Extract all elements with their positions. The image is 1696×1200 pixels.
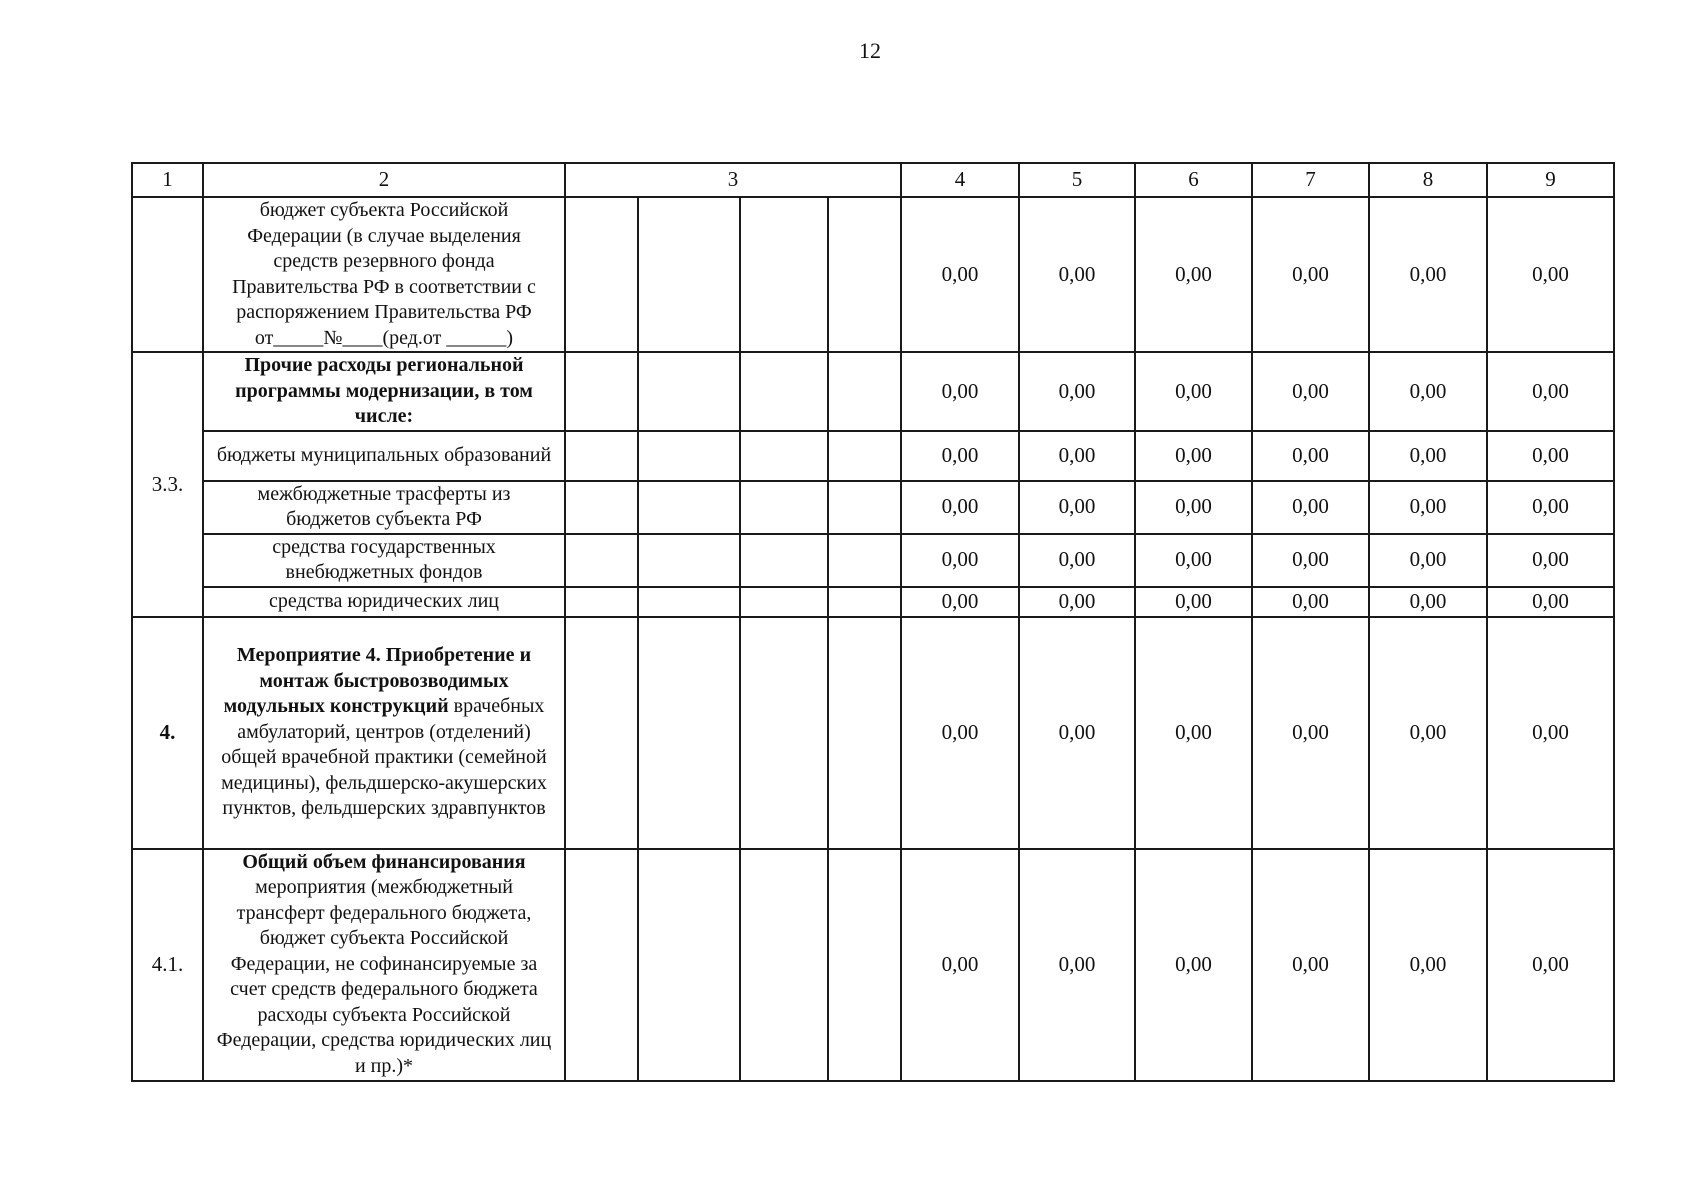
value-cell: 0,00	[1369, 352, 1487, 431]
col3-sub-cell	[638, 587, 740, 617]
header-col-1: 1	[132, 163, 203, 197]
col3-sub-cell	[638, 849, 740, 1081]
col3-sub-cell	[565, 587, 638, 617]
col3-sub-cell	[565, 534, 638, 587]
value-cell: 0,00	[901, 849, 1019, 1081]
col3-sub-cell	[828, 587, 901, 617]
value-cell: 0,00	[1487, 534, 1614, 587]
description-bold: Общий объем финансирования	[242, 850, 526, 873]
value-cell: 0,00	[1019, 431, 1135, 481]
description-text: мероприятия (межбюджетный трансферт федерального бюджета, бюджет субъекта Российской Федерации, не софинансируемые за счет средств федерального бюджета расходы субъекта Российской Федерации, средства юридических лиц и пр.)*	[216, 876, 552, 1077]
value-cell: 0,00	[1487, 587, 1614, 617]
value-cell: 0,00	[1019, 197, 1135, 352]
value-cell: 0,00	[1487, 352, 1614, 431]
row-number	[132, 617, 203, 849]
table-row	[132, 587, 1614, 617]
row-description	[203, 587, 565, 617]
col3-sub-cell	[740, 197, 828, 352]
table-row	[132, 849, 1614, 1081]
value-cell: 0,00	[901, 431, 1019, 481]
value-cell: 0,00	[1019, 617, 1135, 849]
col3-sub-cell	[828, 849, 901, 1081]
col3-sub-cell	[828, 352, 901, 431]
col3-sub-cell	[828, 534, 901, 587]
header-col-2: 2	[203, 163, 565, 197]
col3-sub-cell	[740, 352, 828, 431]
value-cell: 0,00	[1369, 587, 1487, 617]
row-description	[203, 617, 565, 849]
table-row	[132, 431, 1614, 481]
description-text: средства государственных внебюджетных фондов	[272, 535, 496, 583]
value-cell: 0,00	[1019, 352, 1135, 431]
description-text: бюджеты муниципальных образований	[216, 443, 552, 466]
col3-sub-cell	[828, 197, 901, 352]
value-cell: 0,00	[1487, 481, 1614, 534]
table-row	[132, 534, 1614, 587]
value-cell: 0,00	[1487, 617, 1614, 849]
header-row	[132, 163, 1614, 197]
table-row	[132, 481, 1614, 534]
value-cell: 0,00	[901, 481, 1019, 534]
header-col-3: 3	[565, 163, 901, 197]
value-cell: 0,00	[1487, 849, 1614, 1081]
value-cell: 0,00	[1135, 197, 1252, 352]
col3-sub-cell	[638, 352, 740, 431]
value-cell: 0,00	[901, 534, 1019, 587]
value-cell: 0,00	[1369, 481, 1487, 534]
col3-sub-cell	[740, 849, 828, 1081]
value-cell: 0,00	[1252, 352, 1369, 431]
value-cell: 0,00	[1135, 534, 1252, 587]
col3-sub-cell	[565, 481, 638, 534]
description-text: средства юридических лиц	[269, 589, 499, 612]
value-cell: 0,00	[1019, 587, 1135, 617]
header-col-4: 4	[901, 163, 1019, 197]
col3-sub-cell	[740, 587, 828, 617]
value-cell: 0,00	[1252, 587, 1369, 617]
description-bold: Прочие расходы региональной программы модернизации, в том числе:	[235, 354, 533, 427]
value-cell: 0,00	[901, 617, 1019, 849]
col3-sub-cell	[565, 197, 638, 352]
row-description	[203, 481, 565, 534]
col3-sub-cell	[828, 481, 901, 534]
col3-sub-cell	[740, 431, 828, 481]
value-cell: 0,00	[901, 352, 1019, 431]
col3-sub-cell	[565, 352, 638, 431]
col3-sub-cell	[740, 534, 828, 587]
value-cell: 0,00	[1252, 849, 1369, 1081]
value-cell: 0,00	[1487, 197, 1614, 352]
header-col-7: 7	[1252, 163, 1369, 197]
value-cell: 0,00	[1369, 849, 1487, 1081]
value-cell: 0,00	[901, 587, 1019, 617]
col3-sub-cell	[565, 849, 638, 1081]
value-cell: 0,00	[1135, 352, 1252, 431]
description-text: межбюджетные трасферты из бюджетов субъекта РФ	[257, 482, 511, 530]
value-cell: 0,00	[1135, 481, 1252, 534]
header-col-6: 6	[1135, 163, 1252, 197]
row-description	[203, 352, 565, 431]
row-description	[203, 849, 565, 1081]
header-col-9: 9	[1487, 163, 1614, 197]
col3-sub-cell	[828, 431, 901, 481]
value-cell: 0,00	[1135, 617, 1252, 849]
value-cell: 0,00	[1135, 849, 1252, 1081]
value-cell: 0,00	[1369, 431, 1487, 481]
row-number-text: 4.	[159, 719, 176, 744]
col3-sub-cell	[638, 617, 740, 849]
col3-sub-cell	[638, 197, 740, 352]
value-cell: 0,00	[901, 197, 1019, 352]
value-cell: 0,00	[1369, 617, 1487, 849]
value-cell: 0,00	[1019, 849, 1135, 1081]
value-cell: 0,00	[1369, 534, 1487, 587]
row-number	[132, 197, 203, 352]
page-number: 12	[859, 38, 881, 63]
col3-sub-cell	[638, 481, 740, 534]
row-description	[203, 431, 565, 481]
value-cell: 0,00	[1252, 481, 1369, 534]
col3-sub-cell	[565, 431, 638, 481]
table-row	[132, 352, 1614, 431]
col3-sub-cell	[638, 534, 740, 587]
col3-sub-cell	[828, 617, 901, 849]
header-col-8: 8	[1369, 163, 1487, 197]
value-cell: 0,00	[1019, 534, 1135, 587]
value-cell: 0,00	[1135, 587, 1252, 617]
col3-sub-cell	[740, 481, 828, 534]
row-description	[203, 534, 565, 587]
value-cell: 0,00	[1252, 197, 1369, 352]
value-cell: 0,00	[1252, 534, 1369, 587]
table-row	[132, 617, 1614, 849]
description-text: врачебных амбулаторий, центров (отделений) общей врачебной практики (семейной медицины), фельдшерско-акушерских пунктов, фельдшерских здравпунктов	[221, 695, 547, 820]
description-text: бюджет субъекта Российской Федерации (в случае выделения средств резервного фонда Правительства РФ в соответствии с распоряжением Правительства РФ от_____№____(ред.от ______)	[232, 199, 536, 349]
value-cell: 0,00	[1252, 617, 1369, 849]
row-description	[203, 197, 565, 352]
row-number: 4.1.	[132, 849, 203, 1081]
description-bold: Мероприятие 4. Приобретение и монтаж быстровозводимых модульных конструкций	[223, 644, 532, 718]
budget-table	[131, 162, 1615, 1082]
col3-sub-cell	[565, 617, 638, 849]
value-cell: 0,00	[1369, 197, 1487, 352]
value-cell: 0,00	[1135, 431, 1252, 481]
header-col-5: 5	[1019, 163, 1135, 197]
col3-sub-cell	[740, 617, 828, 849]
table-row	[132, 197, 1614, 352]
value-cell: 0,00	[1487, 431, 1614, 481]
row-number: 3.3.	[132, 352, 203, 617]
col3-sub-cell	[638, 431, 740, 481]
value-cell: 0,00	[1252, 431, 1369, 481]
value-cell: 0,00	[1019, 481, 1135, 534]
